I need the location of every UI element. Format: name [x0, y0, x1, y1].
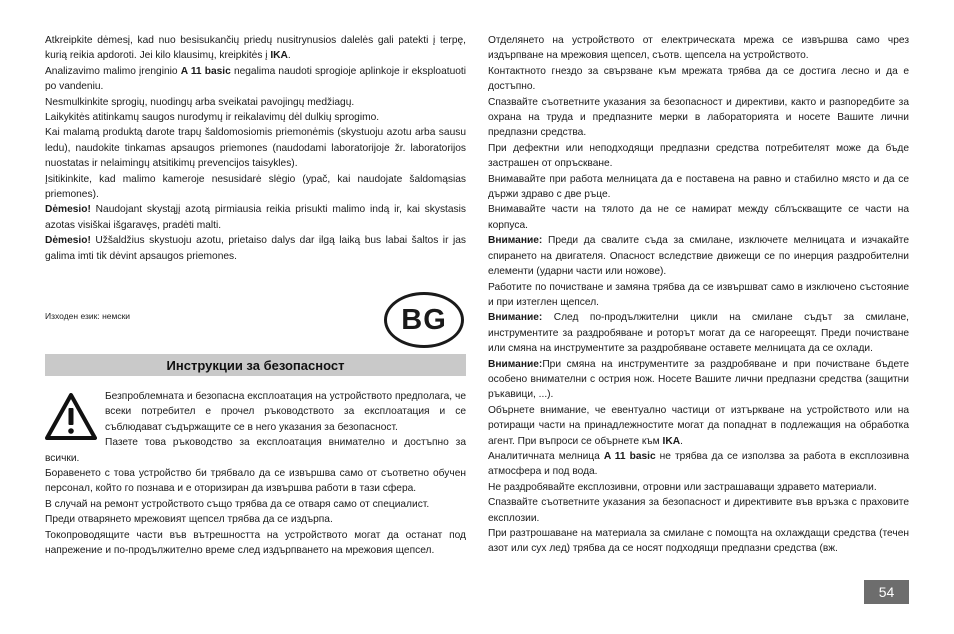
section-title: Инструкции за безопасност	[45, 354, 466, 376]
page-number: 54	[864, 580, 909, 604]
paragraph	[45, 233, 466, 264]
paragraph: Отделянето на устройството от електрическата мрежа се извършва само чрез издърпване на мрежовия щепсел, съотв. щепсела на устройството.	[488, 35, 909, 62]
bold-text: Внимание:	[488, 358, 543, 370]
paragraph: В случай на ремонт устройството също трябва да се отваря само от специалист.	[45, 498, 430, 510]
text: .	[287, 50, 291, 62]
paragraph: Безпроблемната и безопасна експлоатация на устройството предполага, че всеки потребител е прочел ръководството за експлоатация и се съблюдават съдържащите се в него указания за безопасност.	[105, 391, 466, 433]
bold-text: A 11 basic	[603, 450, 656, 462]
paragraph	[45, 64, 466, 95]
paragraph: Спазвайте съответните указания за безопасност и директиви, както и разпоредбите за охрана на труда и предпазните мерки в лабораторията и носете Вашите лични предпазни средства.	[488, 96, 909, 139]
language-badge: BG	[384, 292, 464, 348]
paragraph: При разтрошаване на материала за смилане с помощта на охлаждащи средства (течен азот или сух лед) трябва да се носят подходящи предпазни средства (вж.	[488, 528, 909, 555]
text: При смяна на инструментите за раздробяване и при почистване бъдете особено внимателни с острия нож. Носете Вашите лични предпазни средства (защитни ръкавици, ...).	[488, 358, 909, 401]
paragraph: При дефектни или неподходящи предпазни средства потребителят може да бъде застрашен от опръскване.	[488, 142, 909, 170]
paragraph: Преди отварянето мрежовият щепсел трябва да се издърпа.	[45, 514, 333, 526]
bold-text: IKA	[270, 50, 288, 62]
paragraph: Боравенето с това устройство би трябвало да се извършва само от съответно обучен персонал, който го познава и е оторизиран да извършва работи в тази сфера.	[45, 468, 466, 495]
text: След по-продължителни цикли на смилане съдът за смилане, инструментите за раздробяване и роторът могат да се нагореещят. Преди почистване или смяна на инструментите за раздробяване оставете мелницата да се охлади.	[488, 312, 909, 355]
text: Аналитичната мелница	[488, 450, 604, 462]
text: Naudojant skystąjį azotą pirmiausia reikia prisukti malimo indą ir, kai skystasis azotas visiškai išgaravęs, pradėti malti.	[45, 204, 466, 231]
bold-text: A 11 basic	[180, 65, 231, 77]
text: Atkreipkite dėmesį, kad nuo besisukančių priedų nusitrynusios dalelės gali patekti į terpę, kurią reikia apdoroti. Jei kilo klausimų, kreipkitės į	[45, 35, 466, 62]
paragraph: Контактното гнездо за свързване към мрежата трябва да се достига лесно и да е достъпно.	[488, 65, 909, 93]
bold-text: Dėmesio!	[45, 204, 91, 216]
bold-text: Внимание:	[488, 235, 543, 247]
paragraph: Kai malamą produktą darote trapų šaldomosiomis priemonėmis (skystuoju azotu arba sausu ledu), naudokite tinkamas apsaugos priemones (naudodami laboratorijoje žr. laboratorijos nuostatas ir nelaimingų atsitikimų prevencijos taisykles).	[45, 127, 466, 170]
paragraph: Не раздробявайте експлозивни, отровни или застрашаващи здравето материали.	[488, 481, 877, 493]
paragraph	[45, 202, 466, 233]
paragraph	[488, 449, 909, 480]
paragraph: Спазвайте съответните указания за безопасност и директивите във връзка с праховите експлозии.	[488, 497, 909, 524]
left-column-bulgarian	[45, 389, 466, 558]
paragraph: Laikykitės atitinkamų saugos nurodymų ir reikalavimų dėl dulkių sprogimo.	[45, 112, 380, 124]
paragraph: Внимавайте части на тялото да не се намират между сблъскващите се части на корпуса.	[488, 204, 909, 231]
text: не трябва да се използва за работа в експлозивна атмосфера и под вода.	[488, 450, 909, 478]
bold-text: Внимание:	[488, 312, 543, 324]
text: .	[680, 435, 683, 447]
left-column-lithuanian	[45, 33, 466, 264]
paragraph: Пазете това ръководство за експлоатация внимателно и достъпно за всички.	[45, 437, 466, 464]
text: Обърнете внимание, че евентуално частици от изтъркване на устройството или на ротиращи части на принадлежностите могат да попаднат в подлежащия на обработка агент. При въпроси се обърнете към	[488, 404, 909, 447]
paragraph	[488, 233, 909, 279]
paragraph	[45, 33, 466, 64]
paragraph	[488, 310, 909, 356]
paragraph	[488, 403, 909, 449]
paragraph: Токопроводящите части във вътрешността на устройството могат да останат под напрежение и по-продължително време след издърпването на мрежовия щепсел.	[45, 529, 466, 557]
bold-text: Dėmesio!	[45, 235, 91, 247]
text: Analizavimo malimo įrenginio	[45, 65, 181, 77]
paragraph: Внимавайте при работа мелницата да е поставена на равно и стабилно място и да се държи здраво с две ръце.	[488, 173, 909, 201]
text: Преди да свалите съда за смилане, изключете мелницата и изчакайте спирането на двигателя. Опасност вследствие движещи се по инерция раздробителни елементи (ударни части или ножове).	[488, 235, 909, 278]
paragraph: Nesmulkinkite sprogių, nuodingų arba sveikatai pavojingų medžiagų.	[45, 96, 355, 108]
bold-text: IKA	[662, 435, 681, 447]
paragraph	[488, 357, 909, 403]
paragraph: Работите по почистване и замяна трябва да се извършват само в изключено състояние и при изтеглен щепсел.	[488, 281, 909, 308]
source-language-note: Изходен език: немски	[45, 311, 131, 321]
right-column-bulgarian	[488, 33, 909, 557]
paragraph: Įsitikinkite, kad malimo kameroje nesusidarė slėgio (ypač, kai naudojate šaldomąsias priemones).	[45, 173, 466, 201]
text: negalima naudoti sprogioje aplinkoje ir eksploatuoti po vandeniu.	[45, 65, 466, 93]
text: Užšaldžius skystuoju azotu, prietaiso dalys dar ilgą laiką bus labai šaltos ir jas galima imti tik dėvint apsaugos priemones.	[45, 235, 466, 262]
